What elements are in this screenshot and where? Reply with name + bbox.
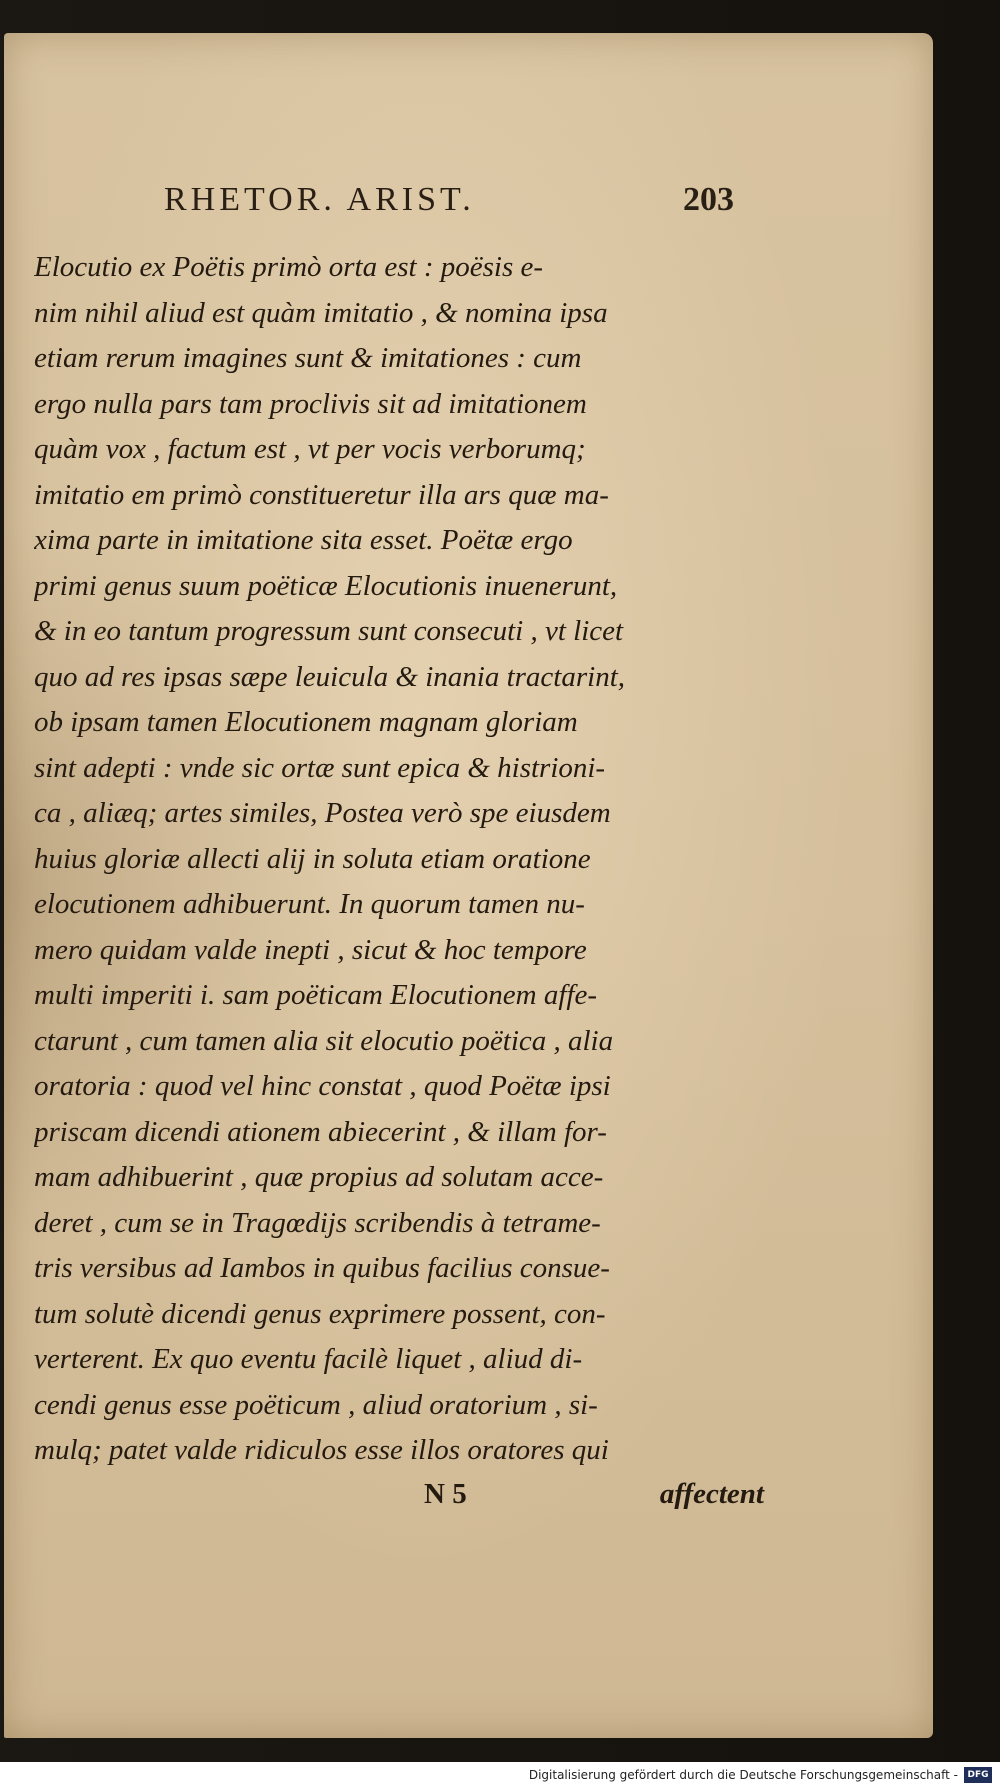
text-line-4: ergo nulla pars tam proclivis sit ad imitationem [34,387,587,420]
text-line-21: mam adhibuerint , quæ propius ad solutam acce- [34,1161,604,1193]
text-line-7: xima parte in imitatione sita esset. Poëtæ ergo [34,524,573,556]
text-line-10: quo ad res ipsas sæpe leuicula & inania tractarint, [34,660,626,693]
text-line-3: etiam rerum imagines sunt & imitationes : cum [34,342,582,374]
book-page [4,33,933,1738]
signature-mark: N 5 [424,1478,467,1510]
text-line-24: tum solutè dicendi genus exprimere possent, con- [34,1297,606,1330]
text-line-13: ca , aliæq; artes similes, Postea verò spe eiusdem [34,797,611,829]
text-line-9: & in eo tantum progressum sunt consecuti , vt licet [34,615,624,647]
text-line-27: mulq; patet valde ridiculos esse illos oratores qui [34,1434,609,1466]
text-line-20: priscam dicendi ationem abiecerint , & illam for- [34,1115,607,1148]
text-line-26: cendi genus esse poëticum , aliud oratorium , si- [34,1388,598,1421]
running-title: RHETOR. ARIST. [164,181,475,218]
text-line-23: tris versibus ad Iambos in quibus facilius consue- [34,1252,610,1284]
funding-credit: Digitalisierung gefördert durch die Deutsche Forschungsgemeinschaft - [528,1768,958,1782]
text-line-8: primi genus suum poëticæ Elocutionis inuenerunt, [34,569,618,602]
text-line-25: verterent. Ex quo eventu facilè liquet , aliud di- [34,1343,583,1375]
text-line-22: deret , cum se in Tragœdijs scribendis à tetrame- [34,1206,601,1239]
text-line-12: sint adepti : vnde sic ortæ sunt epica & histrioni- [34,751,606,784]
text-line-17: multi imperiti i. sam poëticam Elocutionem affe- [34,979,597,1011]
text-line-18: ctarunt , cum tamen alia sit elocutio poëtica , alia [34,1024,614,1057]
catchword: affectent [659,1478,764,1510]
text-line-19: oratoria : quod vel hinc constat , quod Poëtæ ipsi [34,1070,611,1102]
text-line-15: elocutionem adhibuerunt. In quorum tamen nu- [34,888,585,920]
text-line-6: imitatio em primò constitueretur illa ars quæ ma- [34,478,609,511]
text-line-1: Elocutio ex Poëtis primò orta est : poësis e- [34,251,544,283]
dfg-logo-icon: DFG [964,1767,992,1783]
text-line-5: quàm vox , factum est , vt per vocis verborumq; [34,433,586,465]
catchline [424,1478,764,1522]
text-line-11: ob ipsam tamen Elocutionem magnam gloriam [34,706,578,738]
text-line-14: huius gloriæ allecti alij in soluta etiam oratione [34,842,591,875]
text-line-2: nim nihil aliud est quàm imitatio , & nomina ipsa [34,296,608,329]
digitization-footer [0,1762,1000,1790]
running-head [164,181,734,231]
text-line-16: mero quidam valde inepti , sicut & hoc tempore [34,933,587,966]
page-number: 203 [683,181,734,218]
body-text [34,245,774,1474]
